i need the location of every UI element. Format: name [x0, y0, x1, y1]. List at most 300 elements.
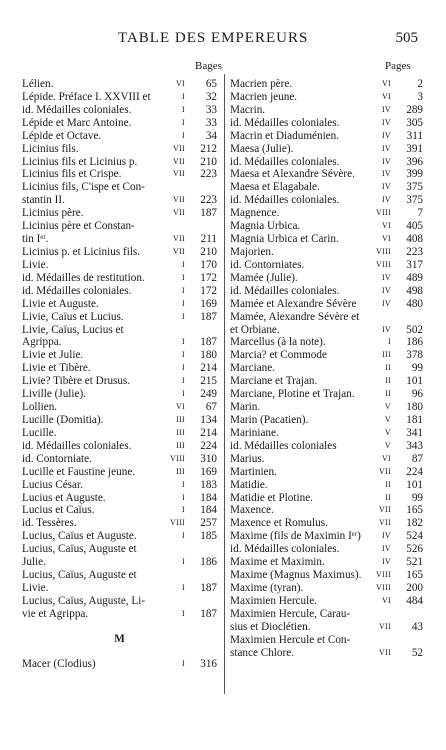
index-entry	[230, 181, 423, 194]
entry-name: Livie et Auguste.	[22, 297, 99, 310]
entry-volume: I	[182, 389, 185, 399]
index-entry	[230, 285, 423, 298]
entry-volume: VI	[381, 234, 391, 244]
entry-name: Mamée, Alexandre Sévère et et Orbiane.	[230, 310, 360, 336]
entry-name: id. Contorniate.	[22, 452, 92, 465]
entry-name: Licinius fils.	[22, 142, 79, 155]
entry-name: Livie, Caïus, Lucius et Agrippa.	[22, 323, 124, 349]
left-column-header: Bages	[195, 60, 222, 72]
index-entry	[230, 608, 423, 634]
entry-volume: VI	[381, 91, 391, 101]
entry-volume: IV	[381, 195, 391, 205]
entry-name: Maxime (tyran).	[230, 581, 304, 594]
index-entry	[22, 466, 217, 479]
entry-volume: IV	[381, 298, 391, 308]
entry-volume: I	[182, 608, 185, 618]
entry-page-number: 182	[406, 517, 423, 530]
entry-volume: IV	[381, 182, 391, 192]
entry-name: Marciane.	[230, 362, 276, 375]
entry-page-number: 87	[411, 452, 423, 465]
index-entry	[22, 104, 217, 117]
entry-name: Maximien Hercule.	[230, 594, 317, 607]
index-entry	[230, 349, 423, 362]
entry-name: id. Médailles coloniales.	[230, 284, 340, 297]
entry-name: Maximien Hercule, Carau- sius et Dioclétien.	[230, 607, 351, 633]
index-entry	[230, 569, 423, 582]
index-entry	[230, 453, 423, 466]
entry-volume: I	[182, 117, 185, 127]
entry-name: id. Tessères.	[22, 517, 77, 530]
index-entry	[22, 117, 217, 130]
entry-page-number: 396	[406, 155, 423, 168]
entry-page-number: 65	[205, 78, 217, 90]
entry-volume: I	[182, 531, 185, 541]
index-entry	[230, 517, 423, 530]
column-divider	[224, 74, 225, 694]
entry-volume: I	[182, 337, 185, 347]
entry-page-number: 99	[411, 491, 423, 504]
index-entry	[22, 543, 217, 569]
entry-volume: VI	[175, 79, 185, 88]
entry-volume: VII	[172, 234, 185, 244]
entry-page-number: 7	[417, 207, 423, 220]
entry-page-number: 187	[200, 581, 217, 594]
entry-page-number: 210	[200, 245, 217, 258]
index-entry	[22, 285, 217, 298]
index-entry	[22, 143, 217, 156]
entry-name: Marcellus (à la note).	[230, 336, 326, 349]
entry-page-number: 249	[200, 388, 217, 401]
entry-page-number: 223	[200, 194, 217, 207]
index-entry	[230, 130, 423, 143]
entry-page-number: 186	[406, 336, 423, 349]
entry-volume: II	[385, 479, 391, 489]
entry-name: Lucius, Caïus, Auguste et Livie.	[22, 569, 137, 594]
entry-volume: I	[182, 658, 185, 668]
entry-page-number: 34	[205, 129, 217, 142]
entry-page-number: 341	[406, 426, 423, 439]
entry-volume: VI	[381, 221, 391, 231]
entry-name: Mariniane.	[230, 426, 279, 439]
entry-page-number: 215	[200, 375, 217, 388]
entry-volume: VIII	[376, 259, 391, 269]
index-entry	[22, 388, 217, 401]
entry-name: Maesa (Julie).	[230, 142, 294, 155]
entry-volume: IV	[381, 169, 391, 179]
entry-name: Licinius père.	[22, 207, 84, 220]
entry-volume: VI	[381, 453, 391, 463]
index-entry	[230, 556, 423, 569]
entry-page-number: 408	[406, 233, 423, 246]
entry-page-number: 187	[200, 207, 217, 220]
entry-volume: VII	[378, 466, 391, 476]
entry-page-number: 170	[200, 258, 217, 271]
index-entry	[22, 440, 217, 453]
entry-name: Lucille et Faustine jeune.	[22, 465, 136, 478]
entry-volume: VII	[172, 246, 185, 256]
index-entry	[230, 530, 423, 543]
entry-page-number: 316	[200, 657, 217, 670]
entry-volume: III	[382, 350, 391, 360]
entry-page-number: 32	[205, 90, 217, 103]
index-entry	[230, 156, 423, 169]
entry-name: Maesa et Alexandre Sévère.	[230, 168, 355, 181]
index-entry	[22, 181, 217, 207]
entry-volume: III	[176, 466, 185, 476]
index-entry	[230, 427, 423, 440]
index-entry	[230, 440, 423, 453]
entry-volume: V	[384, 440, 391, 450]
entry-page-number: 311	[406, 129, 423, 142]
entry-name: Livie, Caïus et Lucius.	[22, 310, 124, 323]
entry-name: Matidie et Plotine.	[230, 491, 313, 504]
index-entry	[22, 569, 217, 595]
entry-name: Lucius et Caïus.	[22, 504, 95, 517]
entry-name: Maxime (Magnus Maximus).	[230, 569, 362, 582]
entry-volume: I	[182, 130, 185, 140]
entry-volume: I	[182, 104, 185, 114]
index-entry	[230, 362, 423, 375]
index-entry	[230, 207, 423, 220]
index-entry	[230, 414, 423, 427]
entry-volume: I	[182, 582, 185, 592]
entry-volume: II	[385, 492, 391, 502]
index-entry	[22, 427, 217, 440]
entry-name: Maxence.	[230, 504, 274, 517]
index-entry	[230, 375, 423, 388]
entry-page-number: 96	[411, 388, 423, 401]
entry-name: Lucius César.	[22, 478, 83, 491]
entry-volume: VI	[381, 595, 391, 605]
index-entry	[22, 168, 217, 181]
entry-page-number: 101	[406, 375, 423, 388]
entry-name: Maxence et Romulus.	[230, 517, 328, 530]
entry-volume: I	[182, 376, 185, 386]
entry-name: Livie? Tibère et Drusus.	[22, 375, 131, 388]
entry-volume: V	[384, 402, 391, 412]
right-column-header: Pages	[385, 60, 411, 72]
entry-page-number: 185	[200, 530, 217, 543]
entry-page-number: 43	[411, 620, 423, 633]
entry-page-number: 214	[200, 426, 217, 439]
entry-page-number: 134	[200, 413, 217, 426]
entry-name: Maximien Hercule et Con- stance Chlore.	[230, 633, 351, 659]
left-index-column	[22, 78, 217, 671]
entry-volume: II	[385, 363, 391, 373]
entry-name: id. Médailles coloniales.	[230, 543, 340, 556]
entry-page-number: 526	[406, 543, 423, 556]
index-entry	[22, 401, 217, 414]
entry-volume: VII	[172, 208, 185, 218]
entry-name: Majorien.	[230, 245, 274, 258]
right-index-column	[230, 78, 423, 659]
entry-volume: I	[182, 298, 185, 308]
index-entry	[230, 388, 423, 401]
index-entry	[230, 220, 423, 233]
entry-page-number: 391	[406, 142, 423, 155]
entry-volume: I	[182, 259, 185, 269]
entry-name: Marin (Pacatien).	[230, 413, 309, 426]
entry-volume: II	[385, 389, 391, 399]
index-entry	[22, 658, 217, 671]
entry-volume: I	[388, 337, 391, 347]
entry-page-number: 67	[205, 401, 217, 414]
entry-volume: III	[176, 427, 185, 437]
entry-volume: IV	[381, 544, 391, 554]
index-entry	[22, 324, 217, 350]
entry-volume: VII	[378, 518, 391, 528]
entry-volume: VIII	[376, 582, 391, 592]
entry-page-number: 180	[406, 401, 423, 414]
entry-page-number: 498	[406, 284, 423, 297]
entry-name: Lucius, Caïus et Auguste.	[22, 530, 137, 543]
entry-page-number: 223	[200, 168, 217, 181]
entry-page-number: 212	[200, 142, 217, 155]
entry-volume: III	[176, 414, 185, 424]
entry-page-number: 480	[406, 297, 423, 310]
index-entry	[230, 259, 423, 272]
entry-name: Mamée (Julie).	[230, 271, 298, 284]
index-entry	[230, 582, 423, 595]
entry-page-number: 343	[406, 439, 423, 452]
entry-page-number: 211	[200, 233, 217, 246]
entry-page-number: 399	[406, 168, 423, 181]
entry-volume: VIII	[376, 570, 391, 580]
index-entry	[230, 143, 423, 156]
entry-volume: II	[385, 376, 391, 386]
index-entry	[230, 543, 423, 556]
index-entry	[22, 156, 217, 169]
entry-page-number: 257	[200, 517, 217, 530]
entry-volume: VII	[172, 169, 185, 179]
entry-volume: VIII	[376, 208, 391, 218]
index-entry	[22, 479, 217, 492]
entry-page-number: 180	[200, 349, 217, 362]
index-entry	[22, 362, 217, 375]
index-entry	[230, 194, 423, 207]
entry-name: Lucius et Auguste.	[22, 491, 106, 504]
index-entry	[22, 91, 217, 104]
entry-name: Lépide. Préface I. XXVIII et	[22, 90, 151, 103]
index-entry	[230, 504, 423, 517]
entry-page-number: 33	[205, 103, 217, 116]
entry-page-number: 289	[406, 103, 423, 116]
entry-name: Macer (Clodius)	[22, 657, 96, 670]
entry-name: Macrin et Diaduménien.	[230, 129, 340, 142]
entry-name: Lucius, Caïus, Auguste et Julie.	[22, 543, 137, 569]
entry-page-number: 187	[200, 336, 217, 349]
entry-page-number: 524	[406, 530, 423, 543]
entry-page-number: 317	[406, 258, 423, 271]
entry-name: Maxime (fils de Maximin Iᵉʳ)	[230, 530, 361, 543]
page-title: TABLE DES EMPEREURS	[118, 30, 309, 46]
entry-page-number: 223	[406, 245, 423, 258]
index-entry	[230, 104, 423, 117]
entry-page-number: 184	[200, 491, 217, 504]
section-letter-heading	[22, 621, 217, 658]
index-entry	[230, 78, 423, 91]
entry-page-number: 375	[406, 194, 423, 207]
entry-page-number: 172	[200, 284, 217, 297]
entry-name: Lollien.	[22, 401, 58, 414]
index-entry	[230, 117, 423, 130]
entry-page-number: 165	[406, 569, 423, 582]
entry-page-number: 172	[200, 271, 217, 284]
entry-page-number: 184	[200, 504, 217, 517]
index-entry	[230, 595, 423, 608]
entry-page-number: 187	[200, 607, 217, 620]
index-entry	[22, 349, 217, 362]
entry-page-number: 305	[406, 116, 423, 129]
index-entry	[22, 414, 217, 427]
index-entry	[230, 246, 423, 259]
index-entry	[22, 595, 217, 621]
entry-page-number: 214	[200, 362, 217, 375]
index-entry	[230, 311, 423, 337]
index-entry	[230, 492, 423, 505]
index-entry	[230, 298, 423, 311]
entry-name: id. Médailles coloniales.	[22, 103, 132, 116]
entry-page-number: 2	[417, 78, 423, 90]
entry-page-number: 169	[200, 465, 217, 478]
index-entry	[22, 453, 217, 466]
page-number: 505	[395, 30, 418, 46]
index-entry	[22, 246, 217, 259]
entry-name: id. Médailles coloniales.	[230, 155, 340, 168]
entry-volume: IV	[381, 104, 391, 114]
entry-volume: IV	[381, 272, 391, 282]
index-entry	[22, 517, 217, 530]
entry-volume: I	[182, 557, 185, 567]
entry-name: id. Médailles coloniales.	[22, 439, 132, 452]
entry-volume: VII	[172, 195, 185, 205]
entry-page-number: 200	[406, 581, 423, 594]
entry-name: id. Médailles coloniales.	[230, 116, 340, 129]
entry-name: Lucius, Caïus, Auguste, Li- vie et Agrippa.	[22, 594, 146, 620]
index-entry	[230, 634, 423, 660]
entry-name: Licinius fils et Licinius p.	[22, 155, 138, 168]
index-entry	[230, 479, 423, 492]
entry-volume: I	[182, 91, 185, 101]
entry-name: Livie et Tibère.	[22, 362, 91, 375]
entry-name: Marciane, Plotine et Trajan.	[230, 388, 355, 401]
entry-name: Livie et Julie.	[22, 349, 84, 362]
index-entry	[22, 298, 217, 311]
entry-page-number: 33	[205, 116, 217, 129]
entry-page-number: 52	[411, 646, 423, 659]
entry-page-number: 165	[406, 504, 423, 517]
entry-name: id. Contorniates.	[230, 258, 305, 271]
index-entry	[22, 530, 217, 543]
entry-page-number: 375	[406, 181, 423, 194]
entry-volume: VI	[175, 402, 185, 412]
entry-volume: IV	[381, 324, 391, 334]
entry-volume: VII	[378, 505, 391, 515]
index-entry	[22, 375, 217, 388]
entry-volume: IV	[381, 156, 391, 166]
entry-volume: V	[384, 427, 391, 437]
entry-page-number: 210	[200, 155, 217, 168]
entry-name: Matidie.	[230, 478, 268, 491]
entry-volume: VII	[378, 647, 391, 657]
entry-volume: VII	[172, 143, 185, 153]
entry-name: Marius.	[230, 452, 265, 465]
entry-name: Lépide et Marc Antoine.	[22, 116, 132, 129]
entry-page-number: 310	[200, 452, 217, 465]
entry-name: Mamée et Alexandre Sévère	[230, 297, 357, 310]
entry-page-number: 521	[406, 556, 423, 569]
page-header	[0, 30, 446, 50]
entry-name: Macrien jeune.	[230, 90, 298, 103]
entry-volume: IV	[381, 117, 391, 127]
index-entry	[22, 130, 217, 143]
entry-volume: I	[182, 492, 185, 502]
entry-name: Licinius père et Constan- tin Iᵉʳ.	[22, 220, 135, 246]
entry-name: Martinien.	[230, 465, 277, 478]
entry-name: Macrien père.	[230, 78, 293, 90]
entry-volume: IV	[381, 143, 391, 153]
index-entry	[230, 272, 423, 285]
index-entry	[22, 272, 217, 285]
entry-page-number: 224	[406, 465, 423, 478]
entry-volume: I	[182, 272, 185, 282]
entry-name: id. Médailles coloniales.	[230, 194, 340, 207]
entry-volume: VII	[172, 156, 185, 166]
entry-volume: I	[182, 505, 185, 515]
index-entry	[22, 220, 217, 246]
index-entry	[22, 78, 217, 91]
entry-name: Licinius fils et Crispe.	[22, 168, 122, 181]
entry-volume: IV	[381, 557, 391, 567]
entry-volume: VIII	[170, 453, 185, 463]
entry-volume: VIII	[376, 246, 391, 256]
entry-page-number: 484	[406, 594, 423, 607]
entry-volume: VII	[378, 621, 391, 631]
index-entry	[230, 336, 423, 349]
entry-volume: IV	[381, 531, 391, 541]
index-entry	[22, 492, 217, 505]
index-entry	[22, 259, 217, 272]
entry-name: Marin.	[230, 401, 261, 414]
entry-name: Licinius fils, C'ispe et Con- stantin II.	[22, 181, 145, 207]
entry-name: Lépide et Octave.	[22, 129, 102, 142]
entry-page-number: 186	[200, 556, 217, 569]
entry-name: Livie.	[22, 258, 49, 271]
entry-name: Marcia? et Commode	[230, 349, 327, 362]
entry-name: Maxime et Maximin.	[230, 556, 325, 569]
entry-volume: I	[182, 350, 185, 360]
entry-volume: I	[182, 285, 185, 295]
entry-volume: IV	[381, 130, 391, 140]
entry-page-number: 489	[406, 271, 423, 284]
entry-page-number: 224	[200, 439, 217, 452]
entry-name: id. Médailles coloniales.	[22, 284, 132, 297]
entry-volume: I	[182, 479, 185, 489]
entry-page-number: 502	[406, 323, 423, 336]
entry-name: Liville (Julie).	[22, 388, 87, 401]
entry-volume: III	[176, 440, 185, 450]
section-letter: M	[114, 632, 125, 645]
index-entry	[230, 466, 423, 479]
entry-volume: IV	[381, 285, 391, 295]
entry-volume: VI	[381, 79, 391, 88]
entry-page-number: 187	[200, 310, 217, 323]
entry-name: Magnia Urbica.	[230, 220, 301, 233]
entry-name: id. Médailles coloniales	[230, 439, 337, 452]
index-entry	[22, 311, 217, 324]
entry-volume: V	[384, 414, 391, 424]
entry-page-number: 101	[406, 478, 423, 491]
